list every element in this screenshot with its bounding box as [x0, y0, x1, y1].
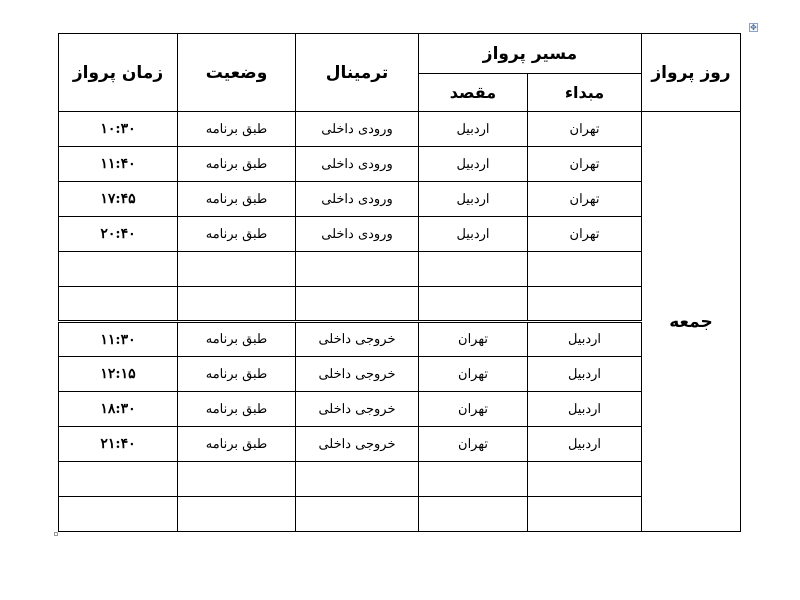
cell-status: طبق برنامه [178, 217, 296, 252]
table-row [59, 252, 741, 287]
cell-terminal [296, 252, 419, 287]
cell-status [178, 462, 296, 497]
cell-flight-time: ۲۰:۴۰ [59, 217, 178, 252]
cell-destination: اردبیل [419, 112, 528, 147]
table-resize-handle[interactable] [54, 532, 58, 536]
cell-terminal: خروجی داخلی [296, 322, 419, 357]
cell-origin: اردبیل [528, 427, 642, 462]
cell-flight-time: ۱۱:۴۰ [59, 147, 178, 182]
cell-destination [419, 252, 528, 287]
cell-terminal [296, 462, 419, 497]
table-row [59, 287, 741, 322]
cell-destination: اردبیل [419, 182, 528, 217]
cell-flight-time: ۱۷:۴۵ [59, 182, 178, 217]
cell-destination: تهران [419, 392, 528, 427]
cell-status [178, 287, 296, 322]
cell-flight-time: ۱۱:۳۰ [59, 322, 178, 357]
cell-flight-time: ۱۸:۳۰ [59, 392, 178, 427]
cell-terminal: ورودی داخلی [296, 112, 419, 147]
header-origin: مبداء [528, 74, 642, 112]
cell-origin: اردبیل [528, 392, 642, 427]
table-row [59, 392, 741, 427]
cell-flight-time [59, 497, 178, 532]
cell-flight-time: ۱۰:۳۰ [59, 112, 178, 147]
cell-destination: اردبیل [419, 147, 528, 182]
cell-origin: تهران [528, 112, 642, 147]
table-row [59, 462, 741, 497]
cell-status: طبق برنامه [178, 392, 296, 427]
header-flight-time: زمان پرواز [59, 34, 178, 112]
cell-status: طبق برنامه [178, 357, 296, 392]
cell-status: طبق برنامه [178, 427, 296, 462]
cell-origin: تهران [528, 182, 642, 217]
cell-origin: تهران [528, 217, 642, 252]
cell-flight-time [59, 462, 178, 497]
table-row [59, 427, 741, 462]
move-table-icon[interactable]: ✥ [750, 23, 757, 32]
cell-terminal: خروجی داخلی [296, 392, 419, 427]
table-row [59, 112, 741, 147]
cell-terminal: ورودی داخلی [296, 217, 419, 252]
table-row [59, 217, 741, 252]
cell-terminal: خروجی داخلی [296, 357, 419, 392]
cell-destination: تهران [419, 357, 528, 392]
table-row [59, 357, 741, 392]
cell-origin: تهران [528, 147, 642, 182]
table-row [59, 322, 741, 357]
cell-destination: اردبیل [419, 217, 528, 252]
cell-origin [528, 462, 642, 497]
cell-destination: تهران [419, 322, 528, 357]
header-status: وضعیت [178, 34, 296, 112]
cell-status: طبق برنامه [178, 182, 296, 217]
header-route: مسیر پرواز [419, 34, 642, 74]
cell-terminal: ورودی داخلی [296, 182, 419, 217]
cell-terminal: ورودی داخلی [296, 147, 419, 182]
header-terminal: ترمینال [296, 34, 419, 112]
cell-flight-time [59, 252, 178, 287]
cell-destination [419, 497, 528, 532]
cell-terminal [296, 497, 419, 532]
header-flight-day: روز پرواز [642, 34, 741, 112]
cell-destination: تهران [419, 427, 528, 462]
cell-origin [528, 252, 642, 287]
table-row [59, 182, 741, 217]
cell-terminal [296, 287, 419, 322]
cell-destination [419, 462, 528, 497]
cell-flight-time: ۱۲:۱۵ [59, 357, 178, 392]
cell-flight-time [59, 287, 178, 322]
table-row [59, 497, 741, 532]
cell-status [178, 252, 296, 287]
cell-status: طبق برنامه [178, 322, 296, 357]
cell-flight-time: ۲۱:۴۰ [59, 427, 178, 462]
cell-flight-day: جمعه [642, 112, 741, 532]
cell-status: طبق برنامه [178, 147, 296, 182]
cell-origin [528, 497, 642, 532]
cell-origin: اردبیل [528, 357, 642, 392]
header-destination: مقصد [419, 74, 528, 112]
table-row [59, 147, 741, 182]
flight-schedule-table [58, 33, 741, 532]
cell-destination [419, 287, 528, 322]
cell-status: طبق برنامه [178, 112, 296, 147]
cell-origin: اردبیل [528, 322, 642, 357]
cell-terminal: خروجی داخلی [296, 427, 419, 462]
cell-status [178, 497, 296, 532]
cell-origin [528, 287, 642, 322]
